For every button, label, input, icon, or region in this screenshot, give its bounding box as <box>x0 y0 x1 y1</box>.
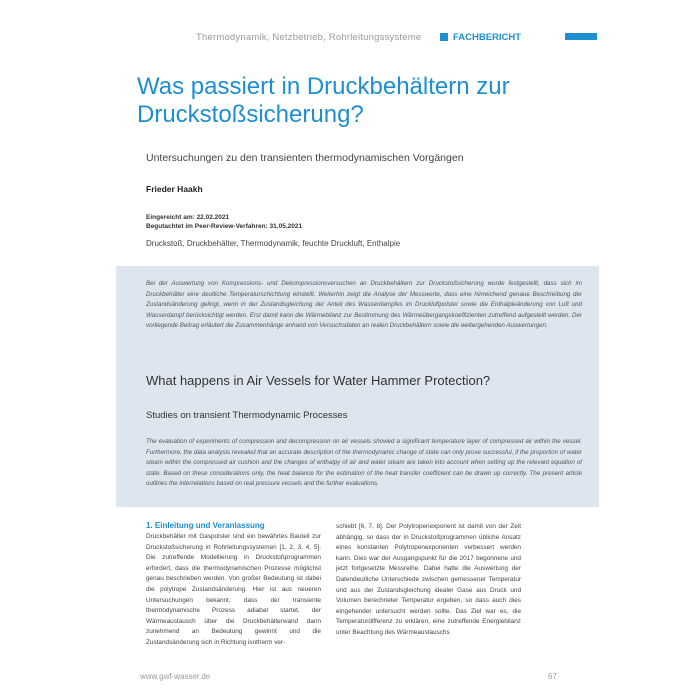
body-column-2: schiebt [6, 7, 8]. Der Polytropenexponent ist damit von der Zeit abhängig, so dass der in Druckstoßprogrammen übliche Ansatz eines konstanten Polytropenexponenten verbessert werden kann. Dies war der Ausgangspunkt für die 2017 begonnene und jetzt fortgesetzte Messreihe. Dabei hatte die Auswertung der Datendeutliche Unterschiede zwischen gemessener Temperatur und aus der Zustandsgleichung idealer Gase aus Druck und Volumen berechneter Temperatur ergeben, so dass auch dies eingehender untersucht werden sollte. Das Ziel war es, die Temperaturdifferenz zu erklären, eine zutreffende Energiebilanz unter Beachtung des Wärmeaustauschs <box>336 523 521 636</box>
english-title: What happens in Air Vessels for Water Hammer Protection? <box>146 373 491 388</box>
submitted-date: Eingereicht am: 22.02.2021 <box>146 214 230 221</box>
section-label: FACHBERICHT <box>453 32 522 43</box>
header-accent-bar <box>565 33 597 40</box>
section-marker <box>440 33 448 41</box>
author-name: Frieder Haakh <box>146 184 203 194</box>
keywords: Druckstoß, Druckbehälter, Thermodynamik, feuchte Druckluft, Enthalpie <box>146 239 401 248</box>
article-title: Was passiert in Druckbehältern zur Druckstoßsicherung? <box>137 73 510 128</box>
section-heading: 1. Einleitung und Veranlassung <box>146 521 265 530</box>
article-subtitle: Untersuchungen zu den transienten thermodynamischen Vorgängen <box>146 152 464 164</box>
review-dates <box>146 213 302 231</box>
english-subtitle: Studies on transient Thermodynamic Processes <box>146 410 348 421</box>
abstract-english: The evaluation of experiments of compression and decompression on air vessels showed a significant temperature layer of compressed air within the vessel. Furthermore, the data analysis revealed that an accurate description of the thermodynamic change of state can only prove successful, if the proportion of water steam within the compressed air cushion and the changes of enthalpy of air and water steam are taken into account when setting up the relevant equation of state. Based on these considerations only, the heat balance for the estimation of the heat transfer coefficient can be drawn up correctly. The present article outlines the interrelations based on real pressure vessels and the further evaluations. <box>146 438 582 488</box>
body-column-1: Druckbehälter mit Gaspolster sind ein bewährtes Bauteil zur Druckstoßsicherung in Rohrleitungssystemen [1, 2, 3, 4, 5]. Die zutreffende Modellierung in Druckstoßprogrammen erfordert, dass die thermodynamischen Prozesse möglichst genau beschrieben werden. Von großer Bedeutung ist dabei die polytrope Zustandsänderung. Hier ist aus neueren Untersuchungen bekannt, dass der transiente thermodynamische Prozess adiabat startet, der Wärmeaustausch über die Druckbehälterwand dann zunehmend an Bedeutung gewinnt und die Zustandsänderung sich in Richtung isotherm ver- <box>146 533 321 646</box>
abstract-german: Bei der Auswertung von Kompressions- und Dekompressionsversuchen an Druckbehältern zur Druckstoßsicherung wurde festgestellt, dass sich im Druckbehälter eine deutliche Temperaturschichtung einstellt. Weiterhin zeigt die Analyse der Messwerte, dass eine hinreichend genaue Beschreibung der Zustandsänderung gelingt, wenn in der Zustandsgleichung der Anteil des Wasserdampfes im Druckluftpolster sowie die Enthalpieänderung von Luft und Wasserdampf berücksichtigt werden. Erst damit kann die Wärmebilanz zur Bestimmung des Wärmeübergangskoeffizienten zutreffend aufgestellt werden. Der vorliegende Beitrag erläutert die Zusammenhänge anhand von Versuchsdaten an realen Druckbehältern sowie die weitergehenden Auswertungen. <box>146 280 582 330</box>
page-number: 67 <box>548 672 557 681</box>
footer-url[interactable]: www.gwf-wasser.de <box>140 672 211 681</box>
reviewed-date: Begutachtet im Peer-Review-Verfahren: 31.05.2021 <box>146 223 303 230</box>
journal-category: Thermodynamik, Netzbetrieb, Rohrleitungssysteme <box>196 32 422 43</box>
